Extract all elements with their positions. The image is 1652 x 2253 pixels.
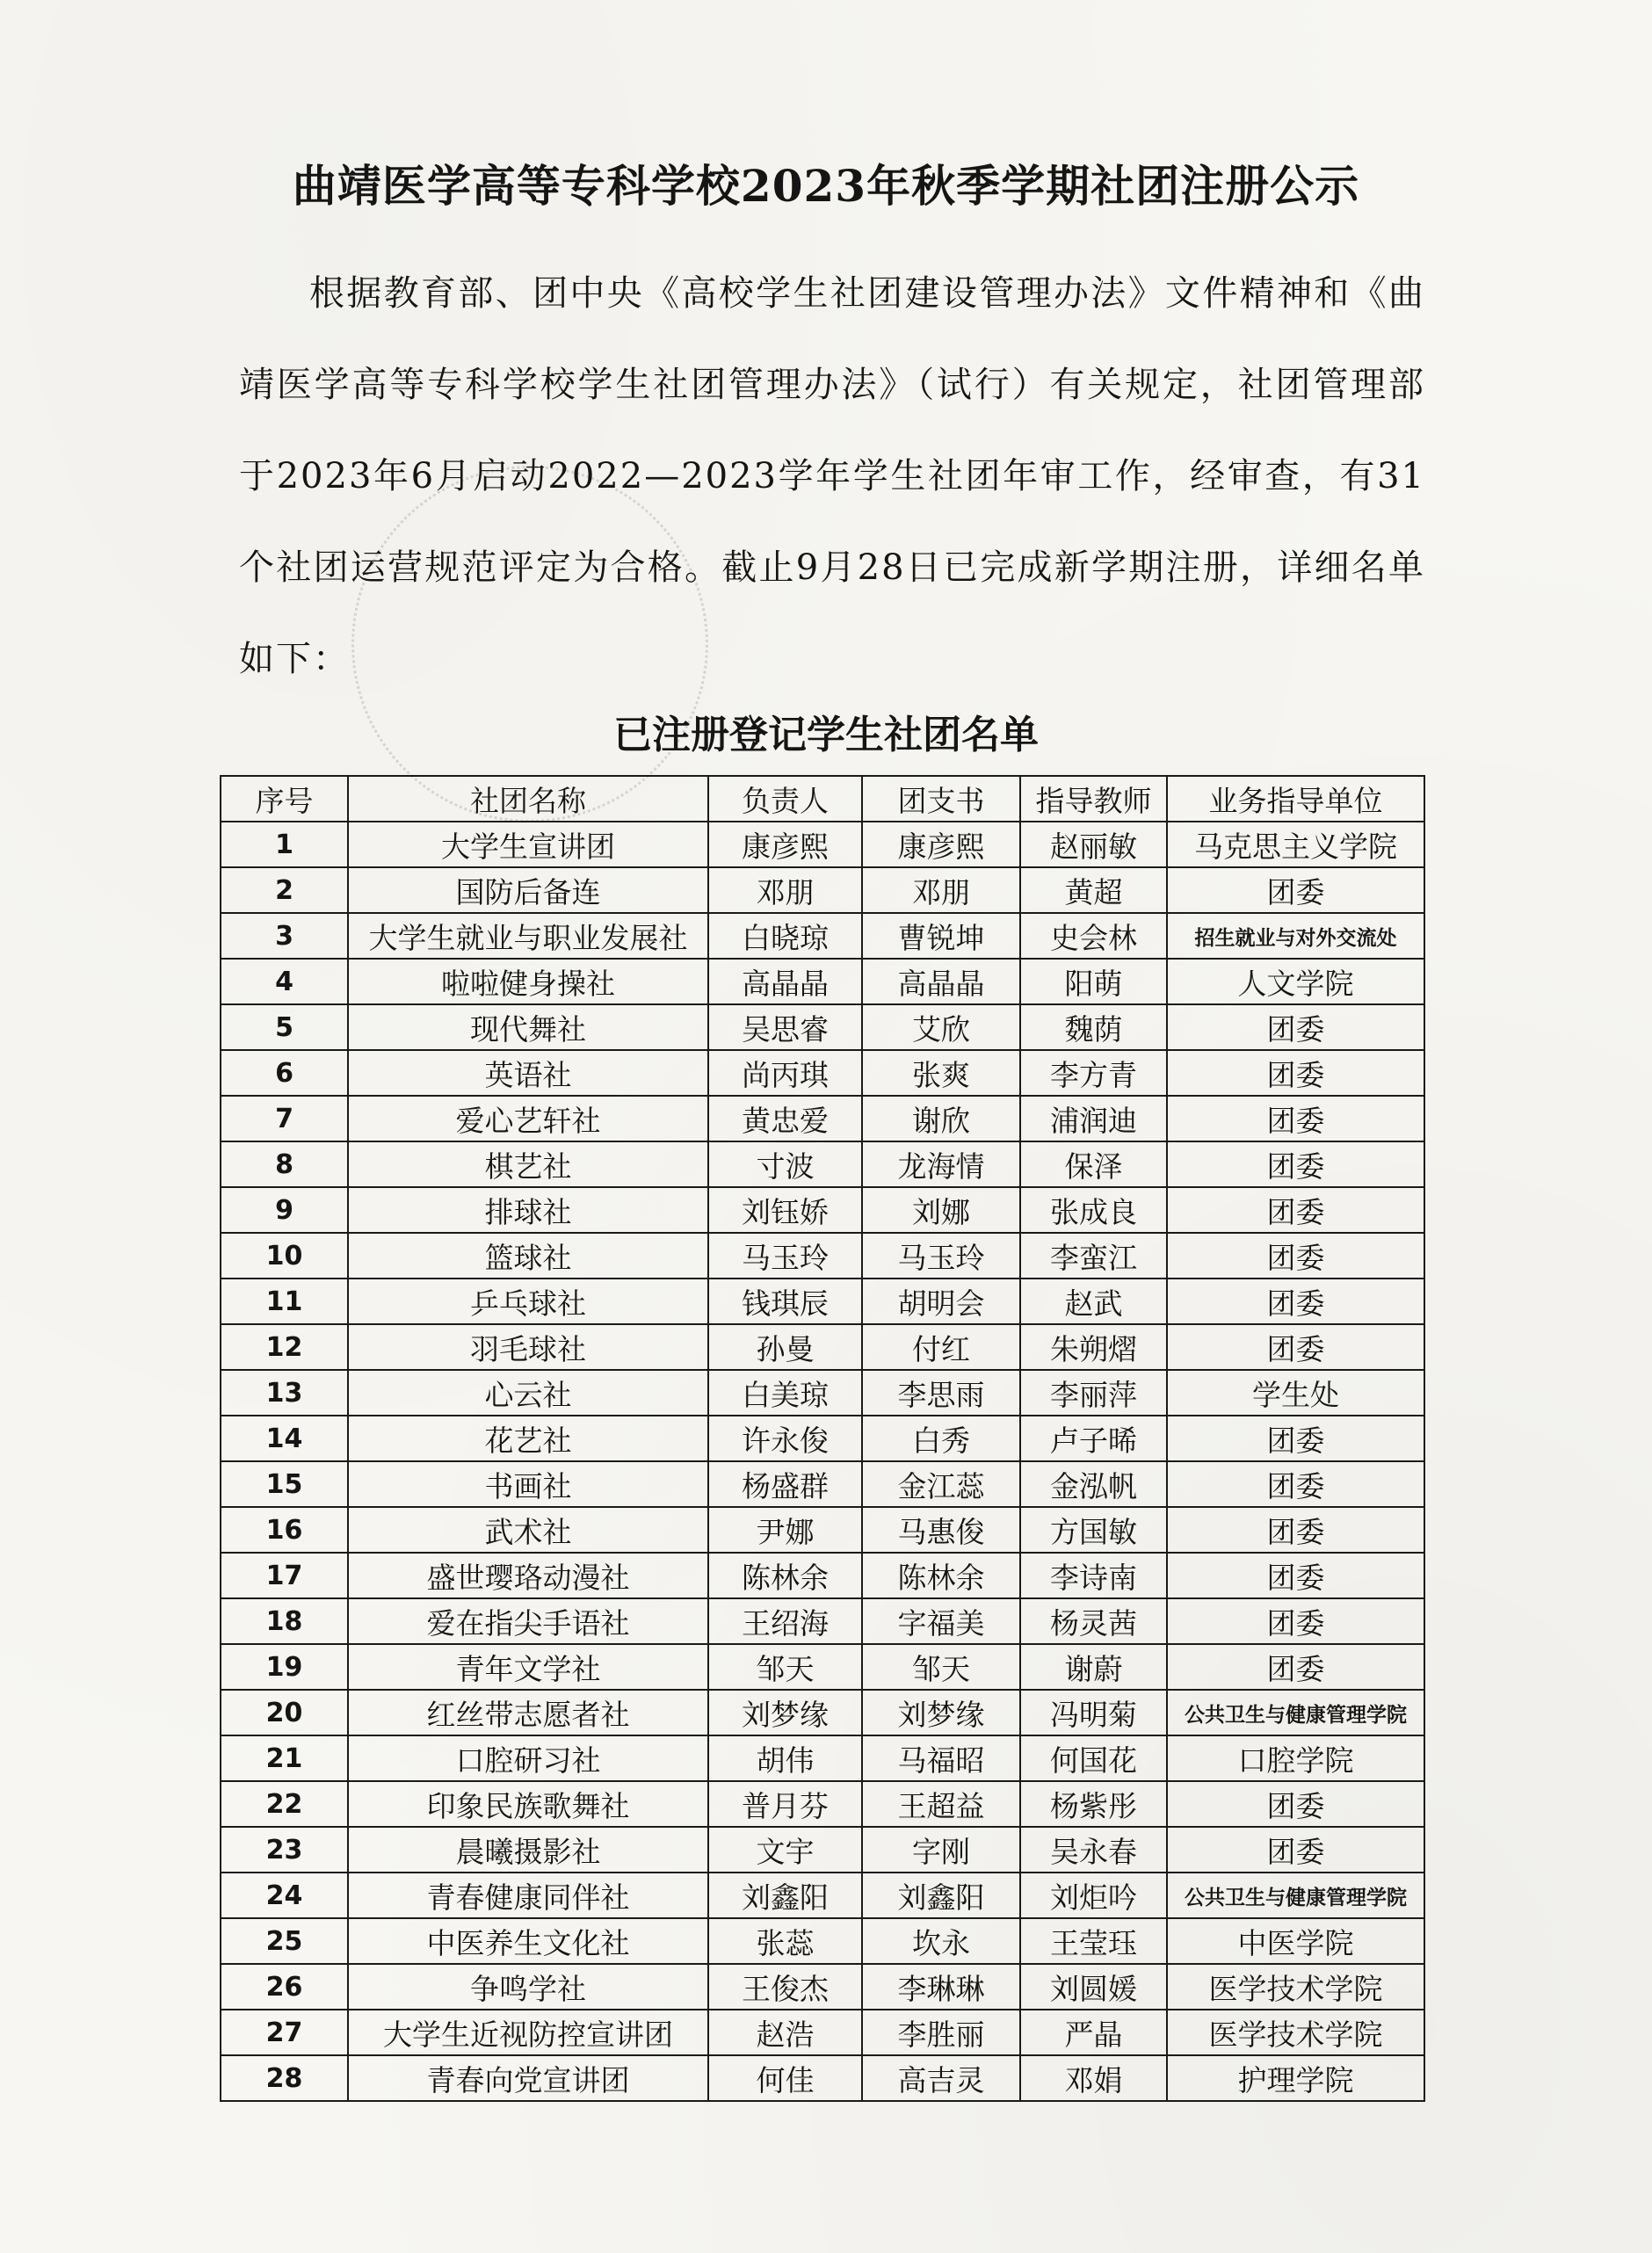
row-leader: 许永俊	[708, 1416, 862, 1461]
row-advisor: 李丽萍	[1020, 1370, 1167, 1416]
row-index: 21	[221, 1735, 348, 1781]
row-branch-secretary: 字刚	[862, 1827, 1020, 1873]
row-advisor: 黄超	[1020, 867, 1167, 913]
row-club-name: 大学生近视防控宣讲团	[348, 2010, 708, 2055]
row-supervising-unit: 医学技术学院	[1167, 2010, 1424, 2055]
row-branch-secretary: 刘娜	[862, 1187, 1020, 1233]
row-club-name: 武术社	[348, 1507, 708, 1553]
row-supervising-unit: 团委	[1167, 867, 1424, 913]
table-row	[221, 1461, 1424, 1507]
row-advisor: 杨灵茜	[1020, 1598, 1167, 1644]
row-branch-secretary: 邹天	[862, 1644, 1020, 1690]
table-row	[221, 1324, 1424, 1370]
row-supervising-unit: 学生处	[1167, 1370, 1424, 1416]
row-branch-secretary: 李胜丽	[862, 2010, 1020, 2055]
row-supervising-unit: 团委	[1167, 1644, 1424, 1690]
row-club-name: 红丝带志愿者社	[348, 1690, 708, 1735]
row-advisor: 杨紫彤	[1020, 1781, 1167, 1827]
row-club-name: 棋艺社	[348, 1141, 708, 1187]
row-index: 2	[221, 867, 348, 913]
row-index: 25	[221, 1918, 348, 1964]
document-title: 曲靖医学高等专科学校2023年秋季学期社团注册公示	[292, 160, 1360, 212]
row-club-name: 盛世璎珞动漫社	[348, 1553, 708, 1598]
row-leader: 白晓琼	[708, 913, 862, 959]
row-index: 5	[221, 1004, 348, 1050]
row-advisor: 张成良	[1020, 1187, 1167, 1233]
row-supervising-unit: 团委	[1167, 1050, 1424, 1096]
header-cell-supervising-unit: 业务指导单位	[1167, 776, 1424, 822]
row-supervising-unit: 团委	[1167, 1461, 1424, 1507]
header-cell-club-name: 社团名称	[348, 776, 708, 822]
row-supervising-unit: 团委	[1167, 1233, 1424, 1279]
row-branch-secretary: 康彦熙	[862, 822, 1020, 867]
row-index: 13	[221, 1370, 348, 1416]
row-supervising-unit: 团委	[1167, 1141, 1424, 1187]
row-supervising-unit: 团委	[1167, 1598, 1424, 1644]
row-leader: 白美琼	[708, 1370, 862, 1416]
table-row	[221, 1416, 1424, 1461]
row-leader: 陈林余	[708, 1553, 862, 1598]
row-leader: 文宇	[708, 1827, 862, 1873]
row-club-name: 晨曦摄影社	[348, 1827, 708, 1873]
row-leader: 何佳	[708, 2055, 862, 2101]
table-row	[221, 1644, 1424, 1690]
table-row	[221, 822, 1424, 867]
row-club-name: 青年文学社	[348, 1644, 708, 1690]
row-leader: 高晶晶	[708, 959, 862, 1004]
row-advisor: 朱朔熠	[1020, 1324, 1167, 1370]
row-leader: 黄忠爱	[708, 1096, 862, 1141]
row-index: 17	[221, 1553, 348, 1598]
row-index: 14	[221, 1416, 348, 1461]
row-advisor: 何国花	[1020, 1735, 1167, 1781]
row-branch-secretary: 马福昭	[862, 1735, 1020, 1781]
row-supervising-unit: 医学技术学院	[1167, 1964, 1424, 2010]
row-club-name: 大学生宣讲团	[348, 822, 708, 867]
row-branch-secretary: 艾欣	[862, 1004, 1020, 1050]
row-club-name: 爱心艺轩社	[348, 1096, 708, 1141]
row-leader: 刘钰娇	[708, 1187, 862, 1233]
row-leader: 赵浩	[708, 2010, 862, 2055]
table-row	[221, 1735, 1424, 1781]
row-advisor: 吴永春	[1020, 1827, 1167, 1873]
table-row	[221, 2010, 1424, 2055]
row-club-name: 花艺社	[348, 1416, 708, 1461]
row-index: 3	[221, 913, 348, 959]
row-leader: 马玉玲	[708, 1233, 862, 1279]
row-leader: 邹天	[708, 1644, 862, 1690]
row-branch-secretary: 白秀	[862, 1416, 1020, 1461]
row-index: 26	[221, 1964, 348, 2010]
row-club-name: 争鸣学社	[348, 1964, 708, 2010]
row-advisor: 史会林	[1020, 913, 1167, 959]
table-row	[221, 1279, 1424, 1324]
table-title: 已注册登记学生社团名单	[613, 713, 1039, 757]
row-branch-secretary: 张爽	[862, 1050, 1020, 1096]
row-supervising-unit: 团委	[1167, 1187, 1424, 1233]
row-advisor: 王莹珏	[1020, 1918, 1167, 1964]
row-index: 16	[221, 1507, 348, 1553]
row-advisor: 李诗南	[1020, 1553, 1167, 1598]
row-leader: 邓朋	[708, 867, 862, 913]
row-club-name: 青春向党宣讲团	[348, 2055, 708, 2101]
row-advisor: 邓娟	[1020, 2055, 1167, 2101]
row-index: 23	[221, 1827, 348, 1873]
row-leader: 康彦熙	[708, 822, 862, 867]
row-advisor: 保泽	[1020, 1141, 1167, 1187]
row-club-name: 中医养生文化社	[348, 1918, 708, 1964]
header-cell-branch-secretary: 团支书	[862, 776, 1020, 822]
row-branch-secretary: 高吉灵	[862, 2055, 1020, 2101]
row-leader: 钱琪辰	[708, 1279, 862, 1324]
row-leader: 王俊杰	[708, 1964, 862, 2010]
row-leader: 尚丙琪	[708, 1050, 862, 1096]
row-advisor: 浦润迪	[1020, 1096, 1167, 1141]
table-row	[221, 1964, 1424, 2010]
row-supervising-unit: 护理学院	[1167, 2055, 1424, 2101]
row-club-name: 篮球社	[348, 1233, 708, 1279]
row-index: 18	[221, 1598, 348, 1644]
row-index: 22	[221, 1781, 348, 1827]
row-leader: 刘鑫阳	[708, 1873, 862, 1918]
row-club-name: 啦啦健身操社	[348, 959, 708, 1004]
row-index: 27	[221, 2010, 348, 2055]
row-supervising-unit: 团委	[1167, 1553, 1424, 1598]
row-branch-secretary: 高晶晶	[862, 959, 1020, 1004]
row-leader: 王绍海	[708, 1598, 862, 1644]
row-leader: 胡伟	[708, 1735, 862, 1781]
row-branch-secretary: 坎永	[862, 1918, 1020, 1964]
row-index: 1	[221, 822, 348, 867]
table-row	[221, 1598, 1424, 1644]
row-supervising-unit: 人文学院	[1167, 959, 1424, 1004]
table-row	[221, 1918, 1424, 1964]
row-branch-secretary: 付红	[862, 1324, 1020, 1370]
row-leader: 孙曼	[708, 1324, 862, 1370]
table-row	[221, 913, 1424, 959]
row-supervising-unit: 团委	[1167, 1324, 1424, 1370]
row-index: 6	[221, 1050, 348, 1096]
row-supervising-unit: 口腔学院	[1167, 1735, 1424, 1781]
row-leader: 刘梦缘	[708, 1690, 862, 1735]
row-branch-secretary: 邓朋	[862, 867, 1020, 913]
row-club-name: 羽毛球社	[348, 1324, 708, 1370]
row-advisor: 刘圆媛	[1020, 1964, 1167, 2010]
table-row	[221, 1781, 1424, 1827]
row-supervising-unit: 团委	[1167, 1416, 1424, 1461]
row-advisor: 谢蔚	[1020, 1644, 1167, 1690]
row-supervising-unit: 中医学院	[1167, 1918, 1424, 1964]
row-club-name: 排球社	[348, 1187, 708, 1233]
table-row	[221, 1004, 1424, 1050]
row-leader: 张蕊	[708, 1918, 862, 1964]
row-index: 20	[221, 1690, 348, 1735]
row-index: 7	[221, 1096, 348, 1141]
row-index: 8	[221, 1141, 348, 1187]
row-club-name: 国防后备连	[348, 867, 708, 913]
row-club-name: 青春健康同伴社	[348, 1873, 708, 1918]
row-branch-secretary: 陈林余	[862, 1553, 1020, 1598]
row-advisor: 方国敏	[1020, 1507, 1167, 1553]
row-branch-secretary: 曹锐坤	[862, 913, 1020, 959]
row-branch-secretary: 刘鑫阳	[862, 1873, 1020, 1918]
header-cell-advisor: 指导教师	[1020, 776, 1167, 822]
row-branch-secretary: 谢欣	[862, 1096, 1020, 1141]
row-advisor: 赵武	[1020, 1279, 1167, 1324]
table-row	[221, 1553, 1424, 1598]
row-branch-secretary: 金江蕊	[862, 1461, 1020, 1507]
row-club-name: 英语社	[348, 1050, 708, 1096]
row-advisor: 刘炬吟	[1020, 1873, 1167, 1918]
row-advisor: 金泓帆	[1020, 1461, 1167, 1507]
row-index: 19	[221, 1644, 348, 1690]
row-branch-secretary: 字福美	[862, 1598, 1020, 1644]
header-cell-leader: 负责人	[708, 776, 862, 822]
row-supervising-unit: 团委	[1167, 1279, 1424, 1324]
row-branch-secretary: 龙海情	[862, 1141, 1020, 1187]
row-club-name: 书画社	[348, 1461, 708, 1507]
row-leader: 寸波	[708, 1141, 862, 1187]
row-branch-secretary: 马惠俊	[862, 1507, 1020, 1553]
table-row	[221, 1690, 1424, 1735]
table-header-row	[221, 776, 1424, 822]
row-advisor: 李方青	[1020, 1050, 1167, 1096]
table-row	[221, 1050, 1424, 1096]
row-advisor: 严晶	[1020, 2010, 1167, 2055]
body-paragraph-block	[239, 248, 1425, 705]
row-leader: 普月芬	[708, 1781, 862, 1827]
row-supervising-unit: 马克思主义学院	[1167, 822, 1424, 867]
row-leader: 杨盛群	[708, 1461, 862, 1507]
table-row	[221, 1507, 1424, 1553]
row-advisor: 卢子晞	[1020, 1416, 1167, 1461]
table-row	[221, 1233, 1424, 1279]
row-supervising-unit: 团委	[1167, 1507, 1424, 1553]
row-branch-secretary: 李琳琳	[862, 1964, 1020, 2010]
row-supervising-unit: 团委	[1167, 1827, 1424, 1873]
row-supervising-unit: 招生就业与对外交流处	[1167, 913, 1424, 959]
row-supervising-unit: 公共卫生与健康管理学院	[1167, 1873, 1424, 1918]
club-registration-table	[220, 775, 1425, 2102]
row-index: 10	[221, 1233, 348, 1279]
row-index: 12	[221, 1324, 348, 1370]
row-advisor: 冯明菊	[1020, 1690, 1167, 1735]
row-club-name: 心云社	[348, 1370, 708, 1416]
row-branch-secretary: 王超益	[862, 1781, 1020, 1827]
row-advisor: 魏荫	[1020, 1004, 1167, 1050]
row-club-name: 大学生就业与职业发展社	[348, 913, 708, 959]
row-branch-secretary: 马玉玲	[862, 1233, 1020, 1279]
row-index: 4	[221, 959, 348, 1004]
row-supervising-unit: 团委	[1167, 1004, 1424, 1050]
table-row	[221, 1187, 1424, 1233]
row-index: 15	[221, 1461, 348, 1507]
table-row	[221, 867, 1424, 913]
row-supervising-unit: 公共卫生与健康管理学院	[1167, 1690, 1424, 1735]
row-index: 11	[221, 1279, 348, 1324]
row-club-name: 爱在指尖手语社	[348, 1598, 708, 1644]
row-supervising-unit: 团委	[1167, 1096, 1424, 1141]
row-branch-secretary: 李思雨	[862, 1370, 1020, 1416]
table-row	[221, 1827, 1424, 1873]
row-leader: 吴思睿	[708, 1004, 862, 1050]
row-index: 24	[221, 1873, 348, 1918]
row-advisor: 赵丽敏	[1020, 822, 1167, 867]
row-branch-secretary: 胡明会	[862, 1279, 1020, 1324]
row-index: 9	[221, 1187, 348, 1233]
table-row	[221, 959, 1424, 1004]
row-advisor: 李蛮江	[1020, 1233, 1167, 1279]
row-club-name: 现代舞社	[348, 1004, 708, 1050]
row-club-name: 口腔研习社	[348, 1735, 708, 1781]
header-cell-index: 序号	[221, 776, 348, 822]
table-body	[221, 822, 1424, 2101]
row-club-name: 印象民族歌舞社	[348, 1781, 708, 1827]
row-supervising-unit: 团委	[1167, 1781, 1424, 1827]
table-row	[221, 1096, 1424, 1141]
row-advisor: 阳萌	[1020, 959, 1167, 1004]
row-branch-secretary: 刘梦缘	[862, 1690, 1020, 1735]
row-club-name: 乒乓球社	[348, 1279, 708, 1324]
row-index: 28	[221, 2055, 348, 2101]
table-row	[221, 2055, 1424, 2101]
table-row	[221, 1141, 1424, 1187]
table-row	[221, 1873, 1424, 1918]
table-row	[221, 1370, 1424, 1416]
row-leader: 尹娜	[708, 1507, 862, 1553]
body-paragraph: 根据教育部、团中央《高校学生社团建设管理办法》文件精神和《曲靖医学高等专科学校学生社团管理办法》（试行）有关规定，社团管理部于2023年6月启动2022—2023学年学生社团年审工作，经审查，有31个社团运营规范评定为合格。截止9月28日已完成新学期注册，详细名单如下：	[239, 273, 1425, 679]
